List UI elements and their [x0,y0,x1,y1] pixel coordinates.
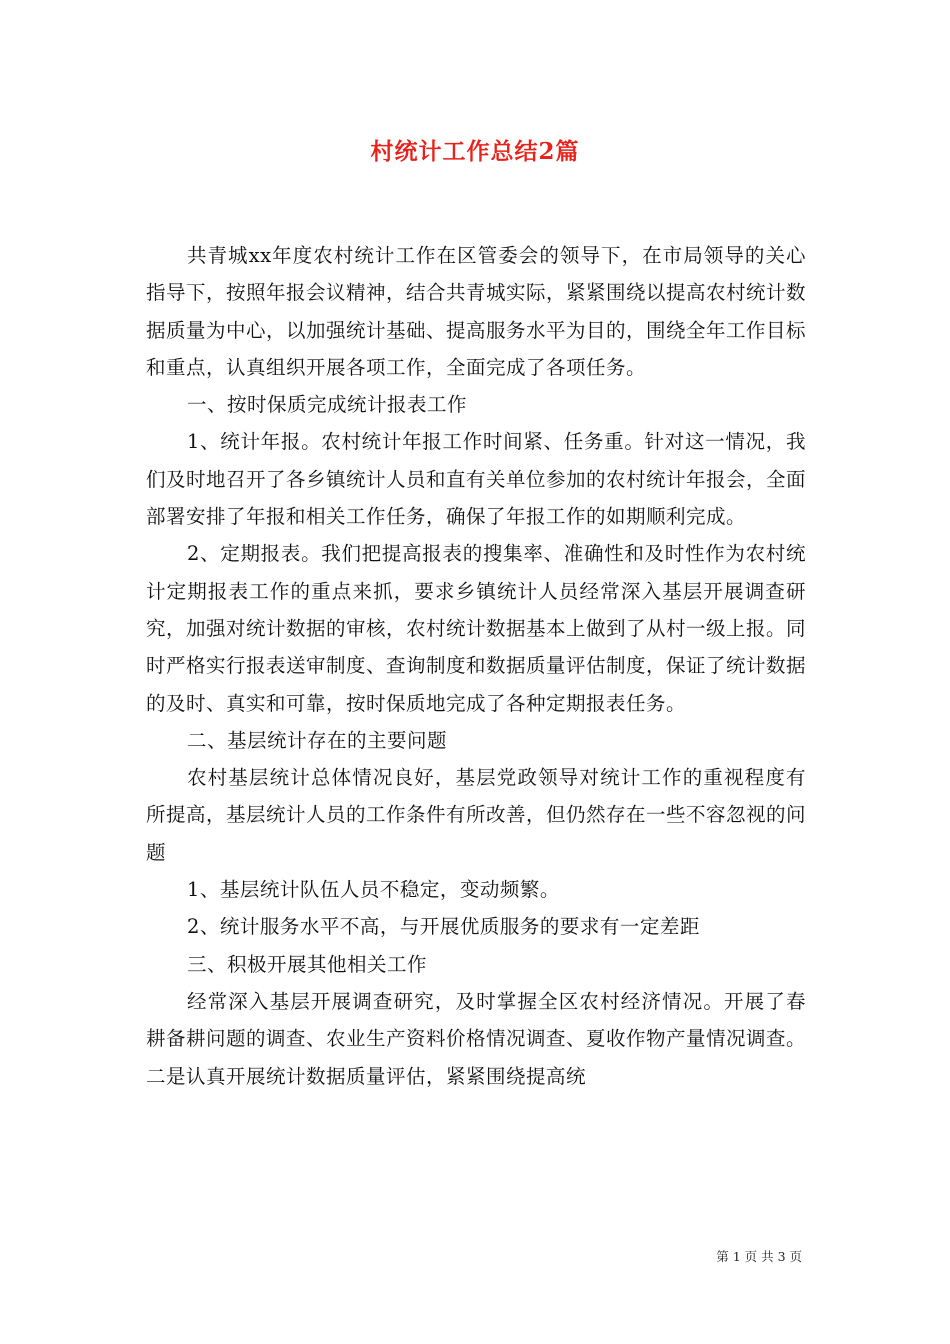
document-body [146,237,806,1095]
section-heading-2: 二、基层统计存在的主要问题 [186,728,447,752]
paragraph-periodic-report: 2、定期报表。我们把提高报表的搜集率、准确性和及时性作为农村统计定期报表工作的重点来抓，要求乡镇统计人员经常深入基层开展调查研究，加强对统计数据的审核，农村统计数据基本上做到了从村一级上报。同时严格实行报表送审制度、查询制度和数据质量评估制度，保证了统计数据的及时、真实和可靠，按时保质地完成了各种定期报表任务。 [146,542,807,715]
section-heading-1: 一、按时保质完成统计报表工作 [186,393,467,417]
document-title: 村统计工作总结2篇 [370,138,580,165]
page-number: 第 1 页 共 3 页 [716,1249,802,1264]
paragraph-intro: 共青城xx年度农村统计工作在区管委会的领导下，在市局领导的关心指导下，按照年报会议精神，结合共青城实际，紧紧围绕以提高农村统计数据质量为中心，以加强统计基础、提高服务水平为目的，围绕全年工作目标和重点，认真组织开展各项工作，全面完成了各项任务。 [146,244,807,379]
section-heading-3: 三、积极开展其他相关工作 [186,952,427,976]
paragraph-problems: 农村基层统计总体情况良好，基层党政领导对统计工作的重视程度有所提高，基层统计人员的工作条件有所改善，但仍然存在一些不容忽视的问题 [146,766,807,864]
paragraph-annual-report: 1、统计年报。农村统计年报工作时间紧、任务重。针对这一情况，我们及时地召开了各乡镇统计人员和直有关单位参加的农村统计年报会，全面部署安排了年报和相关工作任务，确保了年报工作的如期顺利完成。 [146,430,807,529]
paragraph-other-work: 经常深入基层开展调查研究，及时掌握全区农村经济情况。开展了春耕备耕问题的调查、农业生产资料价格情况调查、夏收作物产量情况调查。二是认真开展统计数据质量评估，紧紧围绕提高统 [146,989,807,1088]
problem-item-2: 2、统计服务水平不高，与开展优质服务的要求有一定差距 [186,915,700,939]
problem-item-1: 1、基层统计队伍人员不稳定，变动频繁。 [186,878,560,902]
